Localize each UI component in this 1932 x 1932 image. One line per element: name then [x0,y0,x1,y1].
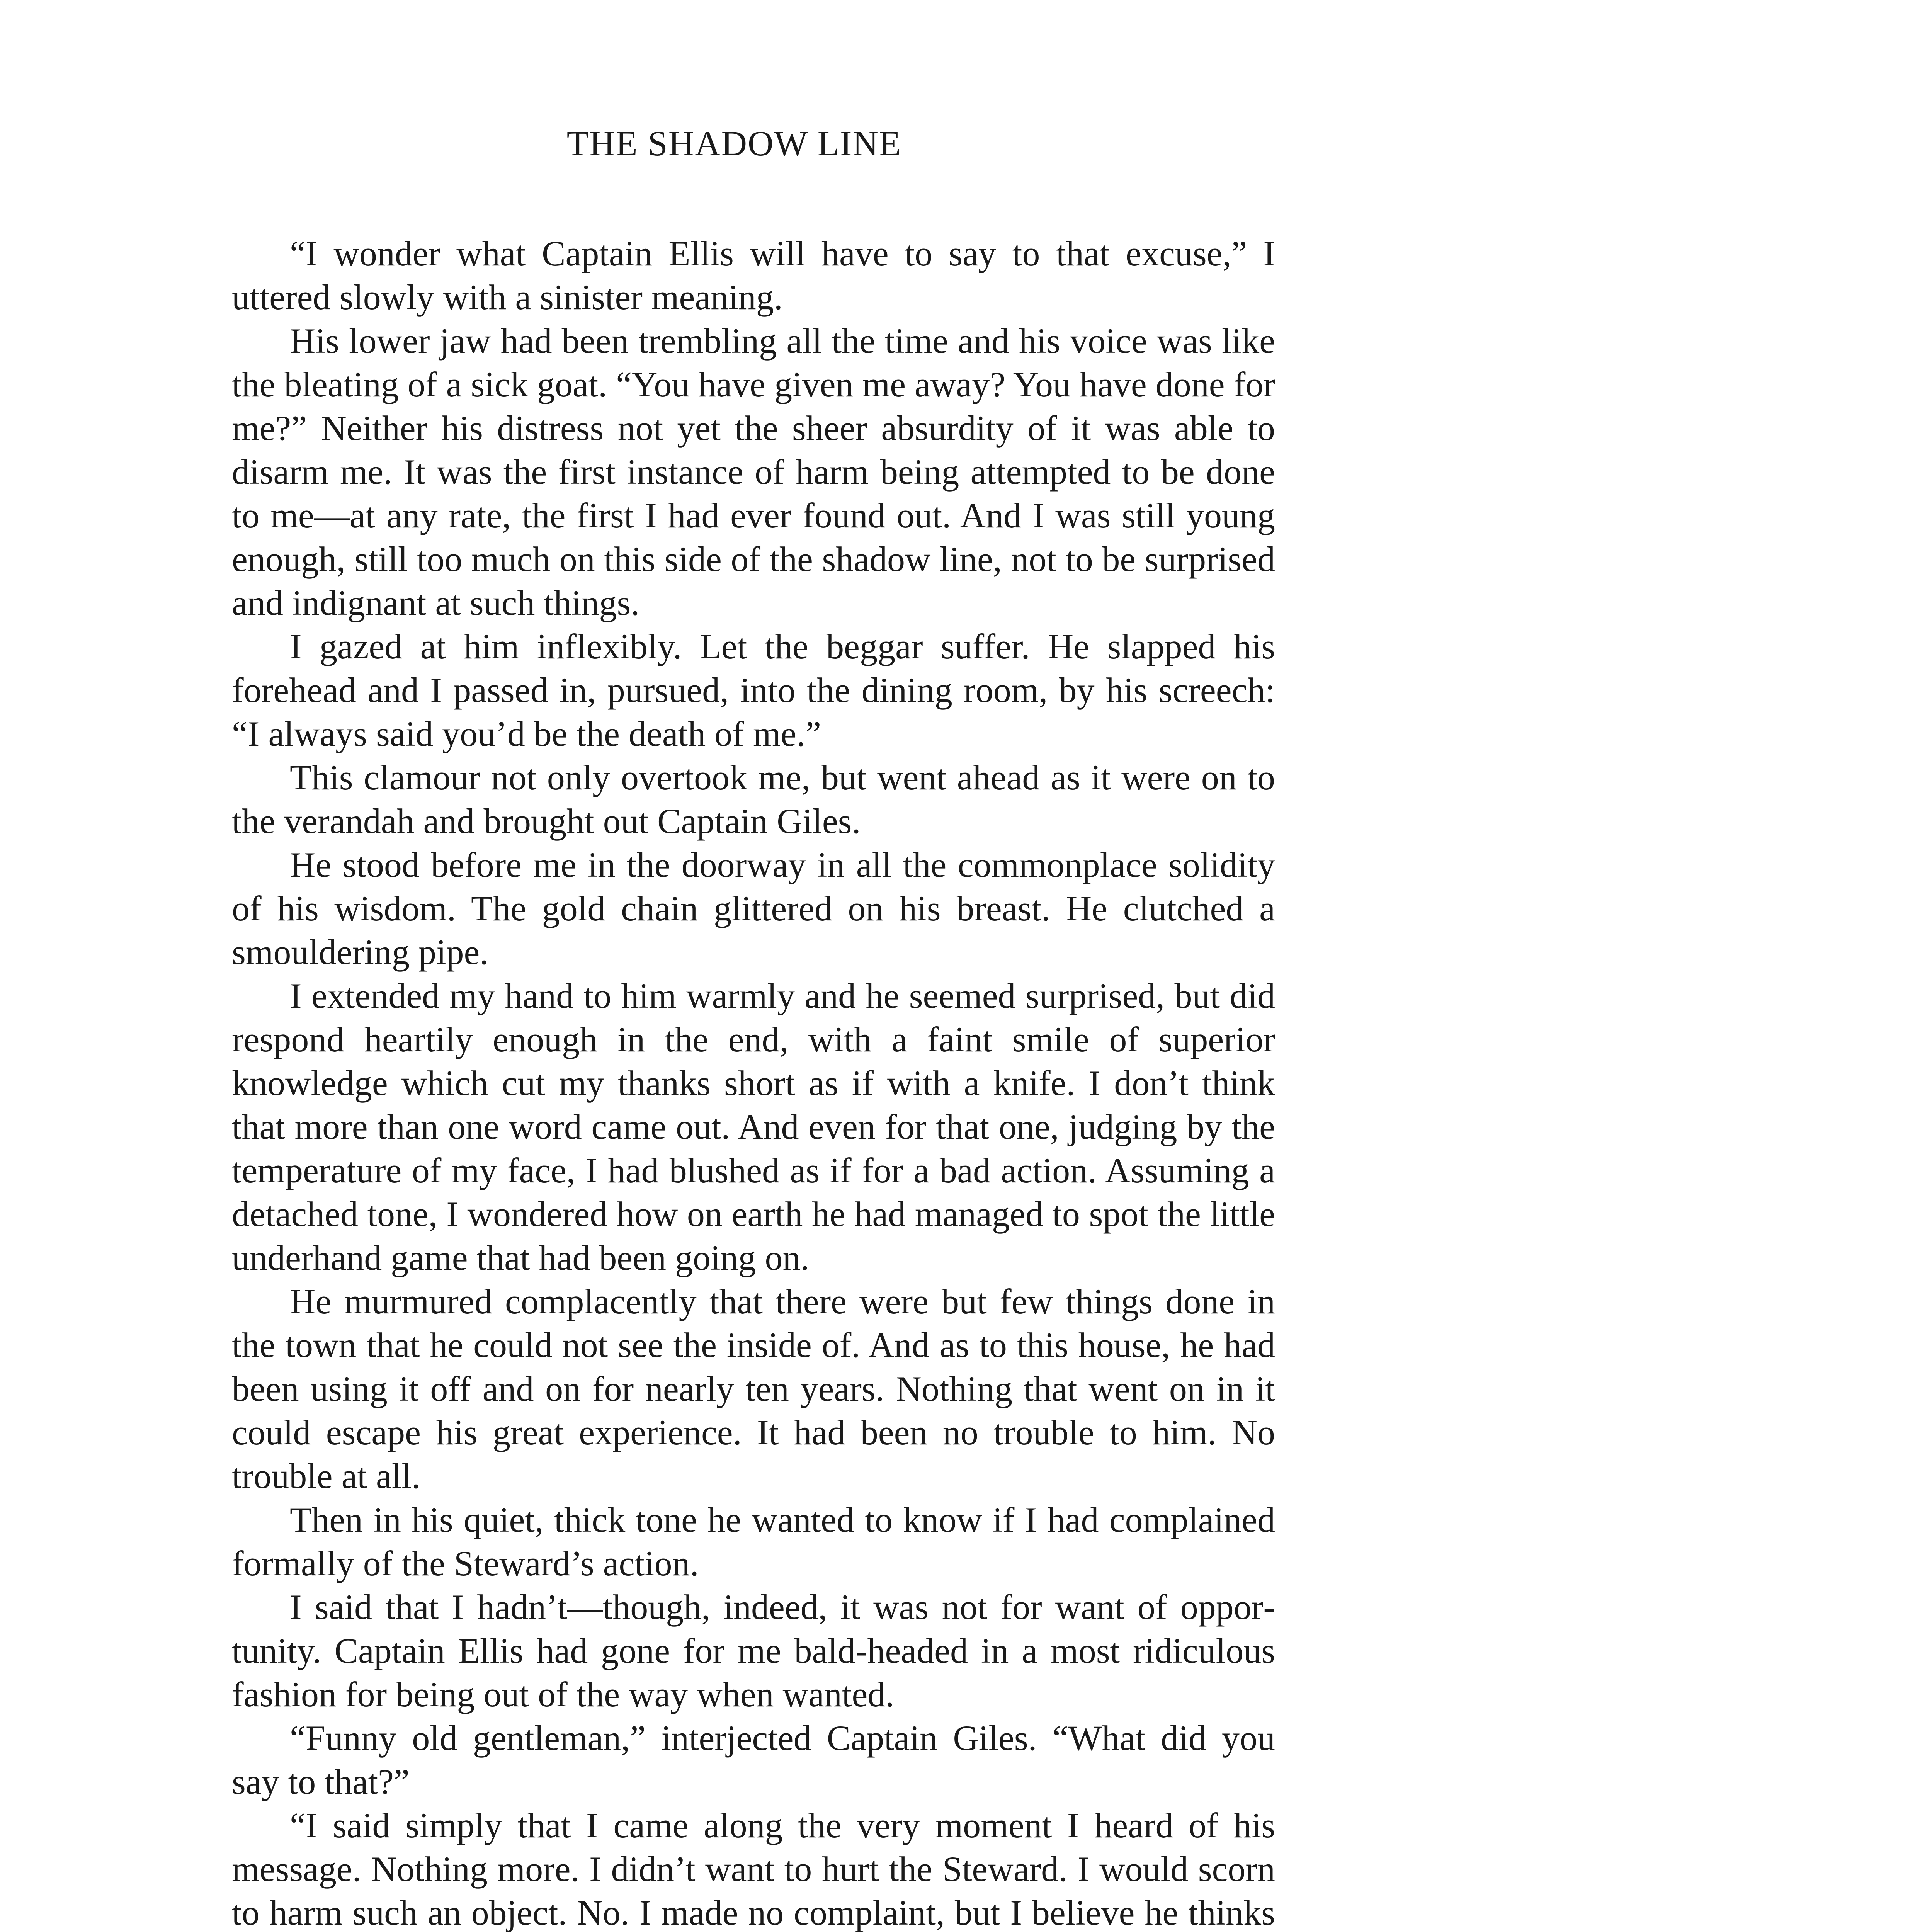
paragraph: This clamour not only overtook me, but went ahead as it were on to the verandah and brought out Captain Giles. [232,758,1275,841]
paragraph: He murmured complacently that there were but few things done in the town that he could not see the inside of. And as to this house, he had been using it off and on for nearly ten years. Nothing that went on in it could escape his great experience. It had been no trouble to him. No trouble at all. [232,1282,1275,1496]
paragraph: I extended my hand to him warmly and he seemed surprised, but did respond heartily enough in the end, with a faint smile of superior knowledge which cut my thanks short as if with a knife. I don’t think that more than one word came out. And even for that one, judging by the temperature of my face, I had blushed as if for a bad action. Assuming a detached tone, I wondered how on earth he had managed to spot the little underhand game that had been going on. [232,976,1275,1277]
paragraph: I said that I hadn’t—though, indeed, it was not for want of opportunity. Captain Ellis had gone for me bald-headed in a most ridiculous fashion for being out of the way when wanted. [232,1587,1275,1714]
running-head: THE SHADOW LINE [566,124,902,163]
paragraph: “I wonder what Captain Ellis will have to say to that excuse,” I uttered slowly with a sinister meaning. [232,234,1275,317]
paragraph: “I said simply that I came along the very moment I heard of his message. Nothing more. I didn’t want to hurt the Steward. I would scorn to harm such an object. No. I made no complaint, but I believe he thinks [232,1806,1275,1932]
paragraph: I gazed at him inflexibly. Let the beggar suffer. He slapped his forehead and I passed in, pursued, into the dining room, by his screech: “I always said you’d be the death of me.” [232,627,1275,753]
paragraph: Then in his quiet, thick tone he wanted to know if I had complained formally of the Steward’s action. [232,1500,1275,1583]
paragraph: His lower jaw had been trembling all the time and his voice was like the bleating of a sick goat. “You have given me away? You have done for me?” Neither his distress not yet the sheer absurdity of it was able to disarm me. It was the first instance of harm being attempted to be done to me—at any rate, the first I had ever found out. And I was still young enough, still too much on this side of the shadow line, not to be surprised and indignant at such things. [232,321,1275,622]
text-block [232,232,1275,1932]
paragraph: He stood before me in the doorway in all the commonplace solidity of his wisdom. The gold chain glittered on his breast. He clutched a smouldering pipe. [232,845,1275,972]
paragraph: “Funny old gentleman,” interjected Captain Giles. “What did you say to that?” [232,1718,1275,1801]
